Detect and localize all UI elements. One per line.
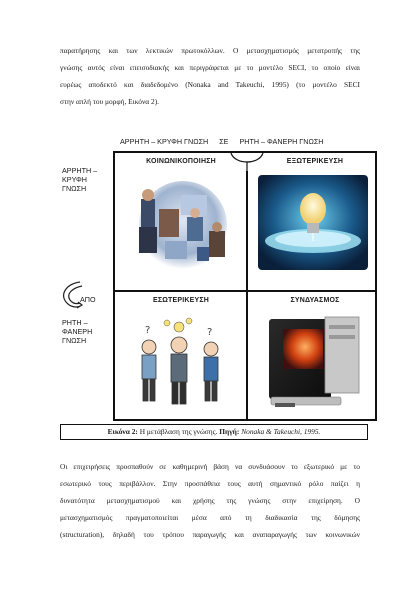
quadrant-title-socialization: ΚΟΙΝΩΝΙΚΟΠΟΙΗΣΗ (146, 158, 216, 165)
left-axis-line: ΓΝΩΣΗ (62, 184, 87, 193)
caption-label: Εικόνα 2: (107, 427, 138, 436)
axis-from-tacit: ΑΡΡΗΤΗ – ΚΡΥΦΗ ΓΝΩΣΗ (120, 137, 209, 146)
axis-to-explicit: ΡΗΤΗ – ΦΑΝΕΡΗ ΓΝΩΣΗ (239, 137, 324, 146)
left-axis-tacit (62, 166, 97, 193)
text-line: γνώσης αυτός είναι επεισοδιακής και περιγράφεται με το μοντέλο SECI, το οποίο είναι (60, 63, 360, 72)
text-line: δυνατότητα μετασχηματισμού και χρήσης της γνώσης στην επιχείρηση. Ο (60, 496, 360, 505)
externalization-illustration (258, 175, 368, 270)
quadrant-title-externalization: ΕΞΩΤΕΡΙΚΕΥΣΗ (286, 158, 344, 165)
left-axis-line: ΡΗΤΗ – (62, 318, 88, 327)
left-axis-line: ΚΡΥΦΗ (62, 175, 87, 184)
intro-paragraph (60, 42, 360, 110)
left-axis-line: ΦΑΝΕΡΗ (62, 327, 93, 336)
caption-text: Η μετάβλαση της γνώσης. (137, 427, 220, 436)
combination-illustration (265, 313, 365, 413)
apo-label: ΑΠΟ (80, 295, 96, 304)
caption-source: Nonaka & Takeuchi, 1995. (239, 427, 321, 436)
matrix-divider-vertical (246, 153, 248, 419)
text-line: στην απλή του μορφή, Εικόνα 2). (60, 97, 160, 106)
text-line: Οι επιχειρήσεις προσπαθούν σε καθημερινή βάση να συνδυάσουν το εξωτερικό με το (60, 462, 360, 471)
seci-matrix (113, 151, 377, 421)
figure-caption (60, 424, 368, 440)
svg-text:?: ? (145, 325, 151, 336)
left-axis-explicit (62, 318, 92, 345)
internalization-illustration (127, 313, 235, 413)
figure-top-axis-label (120, 137, 370, 146)
socialization-illustration (127, 175, 235, 275)
body-paragraph (60, 458, 360, 543)
axis-to-word: ΣΕ (219, 137, 229, 146)
text-line: εσωτερικό τους περιβάλλον. Στην προσπάθεια τους αυτή σημαντικό ρόλο παίζει η (60, 479, 360, 488)
text-line: ευρέως αποδεκτό και διαδεδομένο (Nonaka and Takeuchi, 1995) (το μοντέλο SECI (60, 80, 360, 89)
quadrant-title-combination: ΣΥΝΔΥΑΣΜΟΣ (290, 297, 340, 304)
text-line: (structuration), δηλαδή του τρόπου παραγωγής και αναπαραγωγής των κοινωνικών (60, 530, 360, 539)
matrix-divider-horizontal (115, 290, 375, 292)
svg-text:?: ? (207, 327, 213, 338)
text-line: παρατήρησης και των λεκτικών πρωτοκόλλων. Ο μετασχηματισμός μετατροπής της (60, 46, 360, 55)
text-line: μετασχηματισμός πραγματοποιείται μέσα από τη διαδικασία της δόμησης (60, 513, 360, 522)
caption-source-label: Πηγή: (219, 427, 240, 436)
left-axis-line: ΑΡΡΗΤΗ – (62, 166, 98, 175)
left-axis-line: ΓΝΩΣΗ (62, 336, 87, 345)
quadrant-title-internalization: ΕΣΩΤΕΡΙΚΕΥΣΗ (152, 297, 210, 304)
